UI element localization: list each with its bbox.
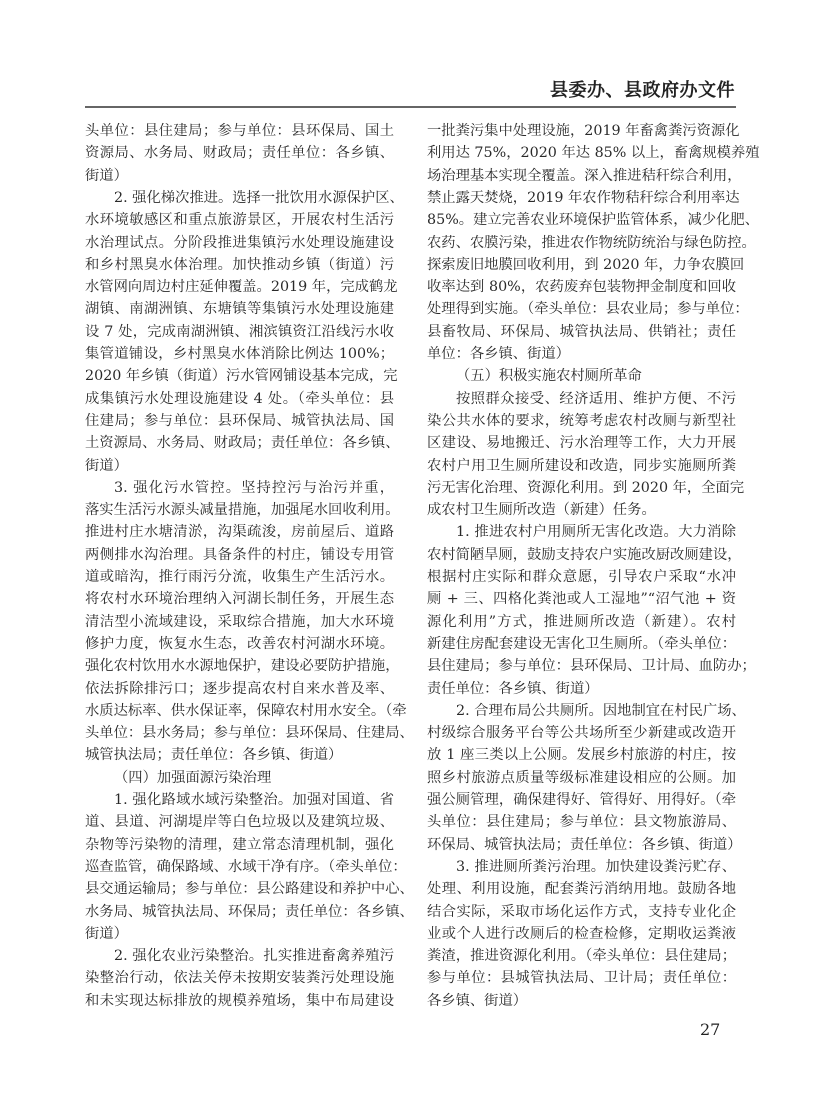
text-line: 禁止露天焚烧，2019 年农作物秸秆综合利用率达: [427, 189, 740, 206]
text-line: 街道）: [85, 925, 128, 942]
text-line: 街道）: [85, 167, 128, 184]
text-line: 处理、利用设施，配套粪污消纳用地。鼓励各地: [427, 881, 736, 898]
text-line: 责任单位：各乡镇、街道）: [427, 680, 599, 697]
text-line: 照乡村旅游点质量等级标准建设相应的公厕。加: [427, 769, 736, 786]
text-line: 区建设、易地搬迁、污水治理等工作，大力开展: [427, 435, 736, 452]
text-line: 农村户用卫生厕所建设和改造，同步实施厕所粪: [427, 457, 736, 474]
text-line: 85%。建立完善农业环境保护监管体系，减少化肥、: [427, 212, 760, 229]
text-line: 村级综合服务平台等公共场所至少新建或改造开: [427, 725, 736, 742]
text-line: 单位：各乡镇、街道）: [427, 346, 570, 362]
text-line: 2020 年乡镇（街道）污水管网铺设基本完成，完: [85, 368, 398, 385]
text-line: 结合实际，采取市场化运作方式，支持专业化企: [427, 903, 736, 920]
text-line: 资源局、水务局、财政局；责任单位：各乡镇、: [85, 145, 394, 162]
text-line: 土资源局、水务局、财政局；责任单位：各乡镇、: [85, 435, 400, 452]
text-line: 巡查监管，确保路域、水域干净有序。（牵头单位：: [85, 858, 407, 875]
text-line: 修护力度，恢复水生态，改善农村河湖水环境。: [85, 635, 394, 652]
text-line: 头单位：县住建局；参与单位：县环保局、国土: [85, 123, 394, 139]
header-rule: [85, 106, 736, 108]
text-line: 污无害化治理、资源化利用。到 2020 年，全面完: [427, 479, 745, 496]
text-line: 放 1 座三类以上公厕。发展乡村旅游的村庄，按: [427, 747, 736, 764]
text-line: 头单位：县住建局；参与单位：县文物旅游局、: [427, 814, 736, 831]
text-line: 水质达标率、供水保证率，保障农村用水安全。（牵: [85, 702, 407, 719]
text-line: 水务局、城管执法局、环保局；责任单位：各乡镇、: [85, 903, 414, 920]
text-line: 按照群众接受、经济适用、维护方便、不污: [456, 390, 736, 407]
text-line: 一批粪污集中处理设施，2019 年畜禽粪污资源化: [427, 123, 740, 139]
text-line: 道或暗沟，推行雨污分流，收集生产生活污水。: [85, 569, 394, 585]
page-number: 27: [700, 1020, 721, 1039]
text-line: 成集镇污水处理设施建设 4 处。（牵头单位：县: [85, 390, 394, 407]
text-line: 2. 强化农业污染整治。扎实推进畜禽养殖污: [114, 948, 394, 965]
text-line: 将农村水环境治理纳入河湖长制任务，开展生态: [85, 591, 394, 608]
text-line: 环保局、城管执法局；责任单位：各乡镇、街道）: [427, 836, 742, 853]
text-line: 街道）: [85, 457, 128, 474]
text-line: 3. 强化污水管控。坚持控污与治污并重，: [114, 479, 394, 496]
text-line: 两侧排水沟治理。具备条件的村庄，铺设专用管: [85, 546, 394, 563]
text-line: 源化利用”方式，推进厕所改造（新建）。农村: [427, 613, 736, 630]
text-line: 住建局；参与单位：县环保局、城管执法局、国: [85, 412, 394, 429]
text-line: 推进村庄水塘清淤，沟渠疏浚，房前屋后、道路: [85, 524, 394, 541]
text-line: 强公厕管理，确保建得好、管得好、用得好。（牵: [427, 792, 736, 808]
text-line: 2. 合理布局公共厕所。因地制宜在村民广场、: [456, 702, 746, 719]
text-line: 3. 推进厕所粪污治理。加快建设粪污贮存、: [456, 858, 736, 875]
text-line: 和乡村黑臭水体治理。加快推动乡镇（街道）污: [85, 256, 394, 273]
text-line: 强化农村饮用水水源地保护，建设必要防护措施，: [85, 658, 400, 675]
text-line: 新建住房配套建设无害化卫生厕所。（牵头单位：: [427, 635, 736, 652]
text-line: 探索废旧地膜回收利用，到 2020 年，力争农膜回: [427, 256, 745, 273]
text-line: 成农村卫生厕所改造（新建）任务。: [427, 502, 656, 519]
text-line: 染公共水体的要求，统筹考虑农村改厕与新型社: [427, 412, 736, 429]
text-line: 杂物等污染物的清理，建立常态清理机制，强化: [85, 836, 394, 853]
text-line: 湖镇、南湖洲镇、东塘镇等集镇污水处理设施建: [85, 301, 394, 318]
text-line: 染整治行动，依法关停未按期安装粪污处理设施: [85, 970, 394, 987]
text-line: 各乡镇、街道）: [427, 992, 528, 1009]
text-line: 参与单位：县城管执法局、卫计局；责任单位：: [427, 970, 736, 987]
text-line: 处理得到实施。（牵头单位：县农业局；参与单位：: [427, 301, 749, 318]
text-line: 农村简陋旱厕，鼓励支持农户实施改厨改厕建设，: [427, 546, 742, 563]
text-line: 和未实现达标排放的规模养殖场，集中布局建设: [85, 992, 394, 1009]
text-line: 利用达 75%，2020 年达 85% 以上，畜禽规模养殖: [427, 145, 760, 162]
text-line: （四）加强面源污染治理: [114, 769, 272, 786]
text-line: 清洁型小流域建设，采取综合措施，加大水环境: [85, 613, 394, 630]
text-line: 收率达到 80%，农药废弃包装物押金制度和回收: [427, 279, 736, 296]
text-line: 根据村庄实际和群众意愿，引导农户采取“水冲: [427, 569, 736, 585]
text-line: 农药、农膜污染，推进农作物统防统治与绿色防控。: [427, 234, 756, 251]
text-line: 水治理试点。分阶段推进集镇污水处理设施建设: [85, 234, 394, 251]
text-line: 场治理基本实现全覆盖。深入推进秸秆综合利用，: [427, 167, 742, 184]
text-line: 城管执法局；责任单位：各乡镇、街道）: [85, 747, 343, 764]
running-header-title: 县委办、县政府办文件: [550, 80, 735, 101]
text-line: 集管道铺设，乡村黑臭水体消除比例达 100%；: [85, 346, 394, 362]
text-line: 头单位：县水务局；参与单位：县环保局、住建局、: [85, 725, 414, 742]
text-line: 县畜牧局、环保局、城管执法局、供销社；责任: [427, 323, 736, 340]
text-line: 1. 强化路域水域污染整治。加强对国道、省: [114, 792, 394, 808]
text-line: 落实生活污水源头减量措施，加强尾水回收利用。: [85, 502, 400, 519]
text-line: 粪渣，推进资源化利用。（牵头单位：县住建局；: [427, 948, 736, 965]
text-line: 道、县道、河湖堤岸等白色垃圾以及建筑垃圾、: [85, 814, 394, 831]
text-line: 设 7 处，完成南湖洲镇、湘滨镇资江沿线污水收: [85, 323, 394, 340]
text-line: （五）积极实施农村厕所革命: [456, 368, 642, 385]
text-line: 水环境敏感区和重点旅游景区，开展农村生活污: [85, 212, 394, 229]
text-line: 县住建局；参与单位：县环保局、卫计局、血防办；: [427, 658, 756, 675]
text-line: 1. 推进农村户用厕所无害化改造。大力消除: [456, 524, 736, 541]
text-line: 2. 强化梯次推进。选择一批饮用水源保护区、: [114, 189, 404, 206]
text-line: 业或个人进行改厕后的检查检修，定期收运粪液: [427, 925, 736, 942]
text-line: 厕 + 三、四格化粪池或人工湿地”“沼气池 + 资: [427, 591, 736, 608]
text-line: 水管网向周边村庄延伸覆盖。2019 年，完成鹤龙: [85, 279, 398, 296]
text-line: 依法拆除排污口；逐步提高农村自来水普及率、: [85, 680, 394, 697]
text-line: 县交通运输局；参与单位：县公路建设和养护中心、: [85, 881, 414, 898]
